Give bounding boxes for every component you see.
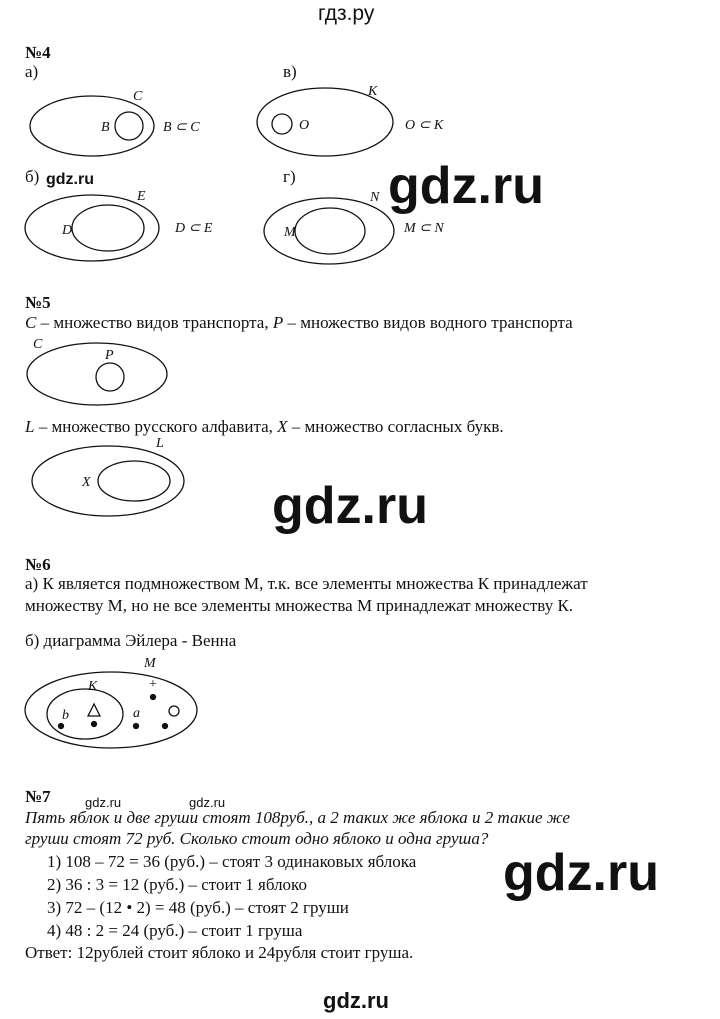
- task6-b-line: б) диаграмма Эйлера - Венна: [25, 631, 237, 650]
- watermark-big: gdz.ru: [388, 157, 544, 215]
- venn-6-elem-a: a: [133, 706, 140, 721]
- venn-4a-relation: B ⊂ C: [163, 120, 200, 135]
- watermark-big: gdz.ru: [503, 844, 659, 902]
- task4-label-v: в): [283, 62, 297, 81]
- venn-4b-inner-label: D: [62, 223, 73, 238]
- venn-4g-inner-set: [295, 208, 365, 254]
- venn-5a-outer-label: C: [33, 337, 43, 352]
- venn-5b-outer-label: L: [156, 436, 164, 451]
- venn-4b-relation: D ⊂ E: [175, 221, 213, 236]
- venn-4b-inner-set: [72, 205, 144, 251]
- task6-number: №6: [25, 555, 51, 574]
- venn-4a-inner-label: B: [101, 120, 110, 135]
- text-fragment: – множество согласных букв.: [287, 417, 504, 436]
- dot-icon: [134, 724, 139, 729]
- venn-4v-outer-label: K: [368, 84, 378, 99]
- venn-6-inner-label: K: [88, 679, 98, 694]
- task4-label-a: а): [25, 62, 39, 81]
- task7-step: 2) 36 : 3 = 12 (руб.) – стоит 1 яблоко: [47, 875, 307, 894]
- dot-icon: [59, 724, 64, 729]
- task7-step: 1) 108 – 72 = 36 (руб.) – стоят 3 одинаковых яблока: [47, 852, 417, 871]
- text-fragment: – множество видов транспорта,: [36, 313, 273, 332]
- venn-4a-inner-set: [115, 112, 143, 140]
- venn-4a-outer-set: [30, 96, 154, 156]
- venn-5b-outer-set: [32, 446, 184, 516]
- task5-number: №5: [25, 293, 51, 312]
- site-header: гдз.ру: [318, 2, 375, 25]
- task5-line2: [25, 417, 504, 437]
- task6-a-line2: множеству М, но не все элементы множества М принадлежат множеству К.: [25, 596, 574, 615]
- plus-icon: +: [149, 677, 157, 692]
- task6-a-line1: а) К является подмножеством М, т.к. все элементы множества К принадлежат: [25, 574, 588, 593]
- task4-label-g: г): [283, 167, 296, 186]
- venn-6-elem-b: b: [62, 708, 69, 723]
- venn-4v-inner-label: O: [299, 118, 310, 133]
- venn-6-outer-set: [25, 672, 197, 748]
- watermark-big: gdz.ru: [272, 477, 428, 535]
- venn-4g-inner-label: M: [284, 225, 296, 240]
- task7-number: №7: [25, 787, 51, 806]
- dot-icon: [151, 695, 156, 700]
- venn-4a-outer-label: C: [133, 89, 143, 104]
- venn-4g-outer-label: N: [370, 190, 380, 205]
- venn-5b-inner-label: X: [82, 475, 91, 490]
- venn-5a-inner-set: [96, 363, 124, 391]
- venn-4v-inner-set: [272, 114, 292, 134]
- text-fragment: – множество русского алфавита,: [34, 417, 278, 436]
- watermark-small: gdz.ru: [85, 795, 122, 810]
- watermark-small: gdz.ru: [46, 171, 94, 188]
- task7-answer: Ответ: 12рублей стоит яблоко и 24рубля стоит груша.: [25, 943, 414, 962]
- venn-4g-relation: M ⊂ N: [404, 221, 444, 236]
- set-name: C: [25, 313, 37, 332]
- text-fragment: – множество видов водного транспорта: [283, 313, 573, 332]
- set-name: X: [277, 417, 288, 436]
- task4-number: №4: [25, 43, 51, 62]
- venn-5b-inner-set: [98, 461, 170, 501]
- dot-icon: [163, 724, 168, 729]
- venn-6-outer-label: M: [144, 656, 156, 671]
- task4-label-b: б): [25, 167, 40, 186]
- task7-problem-line2: груши стоят 72 руб. Сколько стоит одно яблоко и одна груша?: [25, 829, 489, 848]
- task5-line1: [25, 313, 573, 333]
- dot-icon: [92, 722, 97, 727]
- triangle-icon: [88, 704, 100, 716]
- task7-step: 4) 48 : 2 = 24 (руб.) – стоит 1 груша: [47, 921, 303, 940]
- task7-problem-line1: Пять яблок и две груши стоят 108руб., а 2 таких же яблока и 2 такие же: [25, 808, 570, 827]
- set-name: L: [25, 417, 35, 436]
- venn-4b-outer-set: [25, 195, 159, 261]
- task7-step: 3) 72 – (12 • 2) = 48 (руб.) – стоят 2 груши: [47, 898, 349, 917]
- venn-5a-outer-set: [27, 343, 167, 405]
- venn-4b-outer-label: E: [137, 189, 146, 204]
- circle-icon: [169, 706, 179, 716]
- footer-watermark: gdz.ru: [323, 988, 389, 1013]
- set-name: P: [272, 313, 284, 332]
- venn-6-inner-set: [47, 689, 123, 739]
- watermark-small: gdz.ru: [189, 795, 226, 810]
- venn-4v-relation: O ⊂ K: [405, 118, 444, 133]
- venn-5a-inner-label: P: [105, 348, 114, 363]
